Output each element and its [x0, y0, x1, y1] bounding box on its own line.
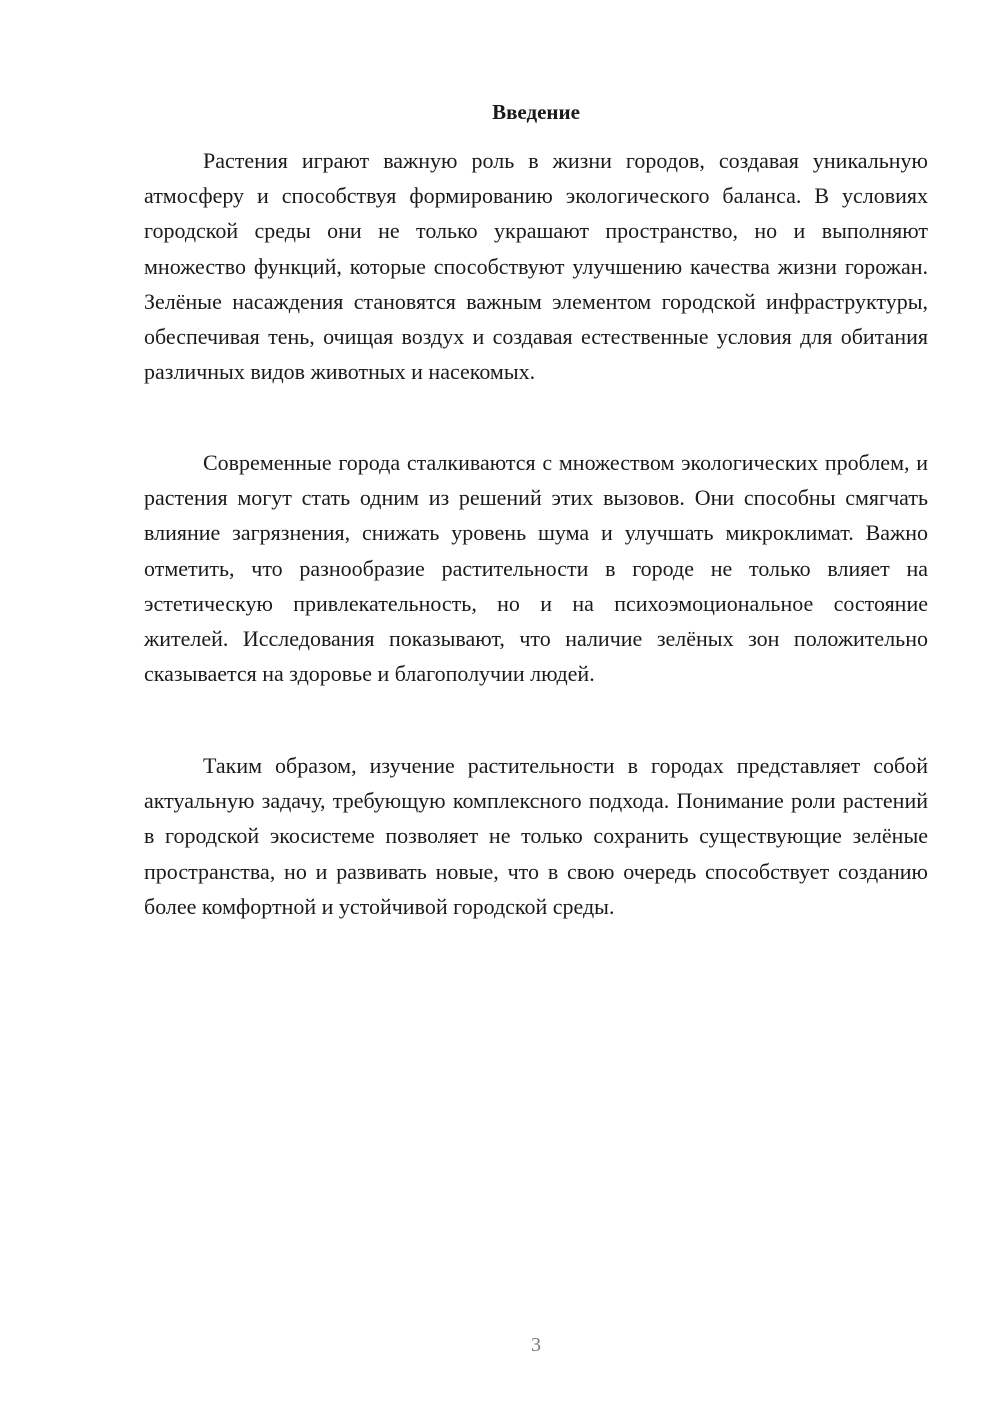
paragraph-3: Таким образом, изучение растительности в городах представляет собой актуальную задачу, требующую комплексного подхода. Понимание роли растений в городской экосистеме позволяет не только сохранить существующие зелёные пространства, но и развивать новые, что в свою очередь способствует созданию более комфортной и устойчивой городской среды. — [144, 753, 928, 919]
paragraph-1: Растения играют важную роль в жизни городов, создавая уникальную атмосферу и способствуя формированию экологического баланса. В условиях городской среды они не только украшают пространство, но и выполняют множество функций, которые способствуют улучшению качества жизни горожан. Зелёные насаждения становятся важным элементом городской инфраструктуры, обеспечивая тень, очищая воздух и создавая естественные условия для обитания различных видов животных и насекомых. — [144, 148, 928, 385]
section-heading: Введение — [492, 100, 580, 124]
paragraph-2: Современные города сталкиваются с множеством экологических проблем, и растения могут стать одним из решений этих вызовов. Они способны смягчать влияние загрязнения, снижать уровень шума и улучшать микроклимат. Важно отметить, что разнообразие растительности в городе не только влияет на эстетическую привлекательность, но и на психоэмоциональное состояние жителей. Исследования показывают, что наличие зелёных зон положительно сказывается на здоровье и благополучии людей. — [144, 450, 928, 687]
page-number: 3 — [531, 1334, 541, 1356]
